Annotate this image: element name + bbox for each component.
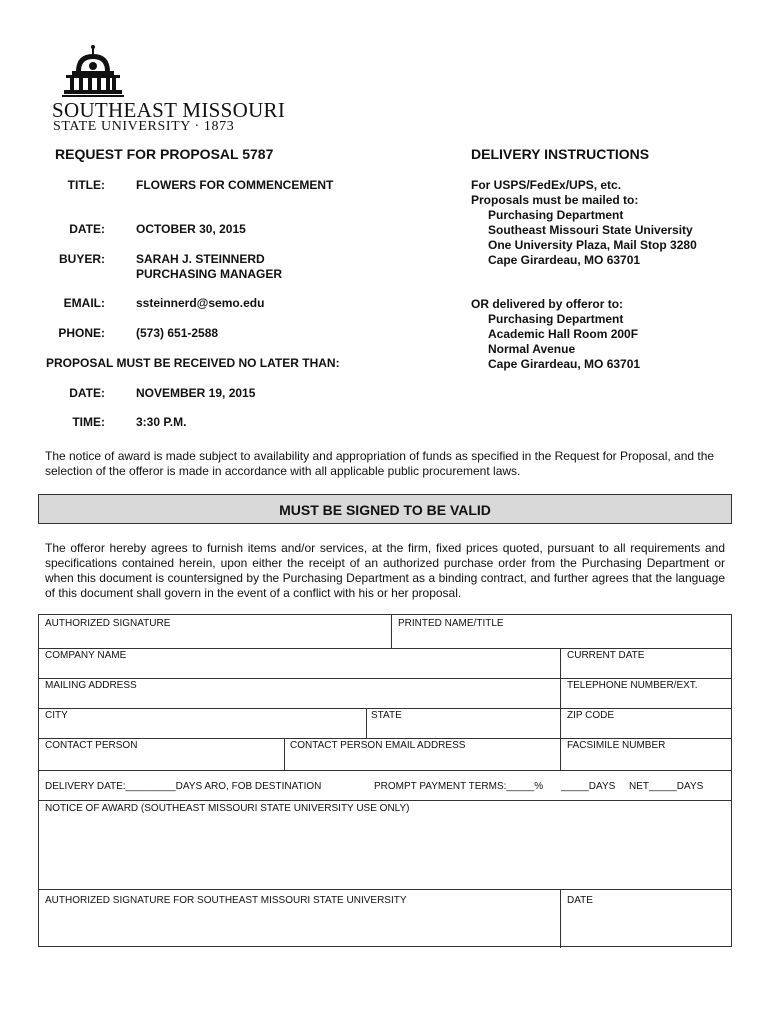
- due-date-label: DATE:: [69, 386, 105, 400]
- date-value: OCTOBER 30, 2015: [136, 222, 246, 236]
- offeror-address-line: Purchasing Department: [488, 312, 624, 326]
- telephone-field[interactable]: TELEPHONE NUMBER/EXT.: [567, 680, 698, 691]
- logo-university-subtitle: STATE UNIVERSITY · 1873: [53, 119, 235, 134]
- facsimile-field[interactable]: FACSIMILE NUMBER: [567, 740, 666, 751]
- company-name-field[interactable]: COMPANY NAME: [45, 650, 127, 661]
- printed-name-title-field[interactable]: PRINTED NAME/TITLE: [398, 618, 504, 629]
- mailing-address-field[interactable]: MAILING ADDRESS: [45, 680, 137, 691]
- buyer-role: PURCHASING MANAGER: [136, 267, 283, 281]
- signature-form: [38, 614, 732, 947]
- buyer-label: BUYER:: [58, 252, 105, 266]
- rfp-title: REQUEST FOR PROPOSAL 5787: [55, 146, 274, 162]
- due-time-label: TIME:: [72, 415, 105, 429]
- semo-signature-field[interactable]: AUTHORIZED SIGNATURE FOR SOUTHEAST MISSOURI STATE UNIVERSITY: [45, 895, 407, 906]
- email-label: EMAIL:: [63, 296, 105, 310]
- prompt-payment-field[interactable]: PROMPT PAYMENT TERMS:_____%: [374, 781, 544, 792]
- title-value: FLOWERS FOR COMMENCEMENT: [136, 178, 334, 192]
- delivery-mail-intro2: Proposals must be mailed to:: [471, 193, 639, 207]
- due-date-value: NOVEMBER 19, 2015: [136, 386, 256, 400]
- notice-of-award-label: NOTICE OF AWARD (SOUTHEAST MISSOURI STATE UNIVERSITY USE ONLY): [45, 803, 410, 814]
- agreement-text: The offeror hereby agrees to furnish items and/or services, at the firm, fixed prices quoted, pursuant to all requirements and specifications contained herein, upon either the receipt of an authorized purchase order from the Purchasing Department or when this document is countersigned by the Purchasing Department as a binding contract, and further agrees that the language of this document shall govern in the event of a conflict with his or her proposal.: [45, 541, 725, 600]
- date-label: DATE:: [69, 222, 105, 236]
- payment-days-field[interactable]: _____DAYS: [561, 781, 616, 792]
- mail-address-line: One University Plaza, Mail Stop 3280: [488, 238, 697, 252]
- deadline-heading: PROPOSAL MUST BE RECEIVED NO LATER THAN:: [46, 356, 340, 370]
- mail-address-line: Purchasing Department: [488, 208, 624, 222]
- phone-label: PHONE:: [58, 326, 105, 340]
- delivery-title: DELIVERY INSTRUCTIONS: [471, 146, 650, 162]
- delivery-offeror-intro: OR delivered by offeror to:: [471, 297, 624, 311]
- state-field[interactable]: STATE: [371, 710, 402, 721]
- buyer-name: SARAH J. STEINNERD: [136, 252, 265, 266]
- offeror-address-line: Normal Avenue: [488, 342, 576, 356]
- offeror-address-line: Cape Girardeau, MO 63701: [488, 357, 641, 371]
- due-time-value: 3:30 P.M.: [136, 415, 187, 429]
- phone-value: (573) 651-2588: [136, 326, 219, 340]
- mail-address-line: Southeast Missouri State University: [488, 223, 693, 237]
- title-label: TITLE:: [67, 178, 105, 192]
- must-be-signed-banner: MUST BE SIGNED TO BE VALID: [38, 494, 732, 524]
- offeror-address-line: Academic Hall Room 200F: [488, 327, 639, 341]
- zip-code-field[interactable]: ZIP CODE: [567, 710, 615, 721]
- logo-university-name: SOUTHEAST MISSOURI: [52, 98, 286, 122]
- city-field[interactable]: CITY: [45, 710, 68, 721]
- mail-address-line: Cape Girardeau, MO 63701: [488, 253, 641, 267]
- award-notice-text: The notice of award is made subject to availability and appropriation of funds as specified in the Request for Proposal, and the selection of the offeror is made in accordance with all applicable public procurement laws.: [45, 449, 715, 478]
- contact-email-field[interactable]: CONTACT PERSON EMAIL ADDRESS: [290, 740, 466, 751]
- authorized-signature-field[interactable]: AUTHORIZED SIGNATURE: [45, 618, 171, 629]
- university-seal-logo: [62, 44, 124, 98]
- semo-date-field[interactable]: DATE: [567, 895, 593, 906]
- contact-person-field[interactable]: CONTACT PERSON: [45, 740, 138, 751]
- delivery-date-field[interactable]: DELIVERY DATE:_________DAYS ARO, FOB DESTINATION: [45, 781, 322, 792]
- delivery-mail-intro: For USPS/FedEx/UPS, etc.: [471, 178, 622, 192]
- email-value[interactable]: ssteinnerd@semo.edu: [136, 296, 265, 310]
- net-days-field[interactable]: NET_____DAYS: [629, 781, 704, 792]
- current-date-field[interactable]: CURRENT DATE: [567, 650, 645, 661]
